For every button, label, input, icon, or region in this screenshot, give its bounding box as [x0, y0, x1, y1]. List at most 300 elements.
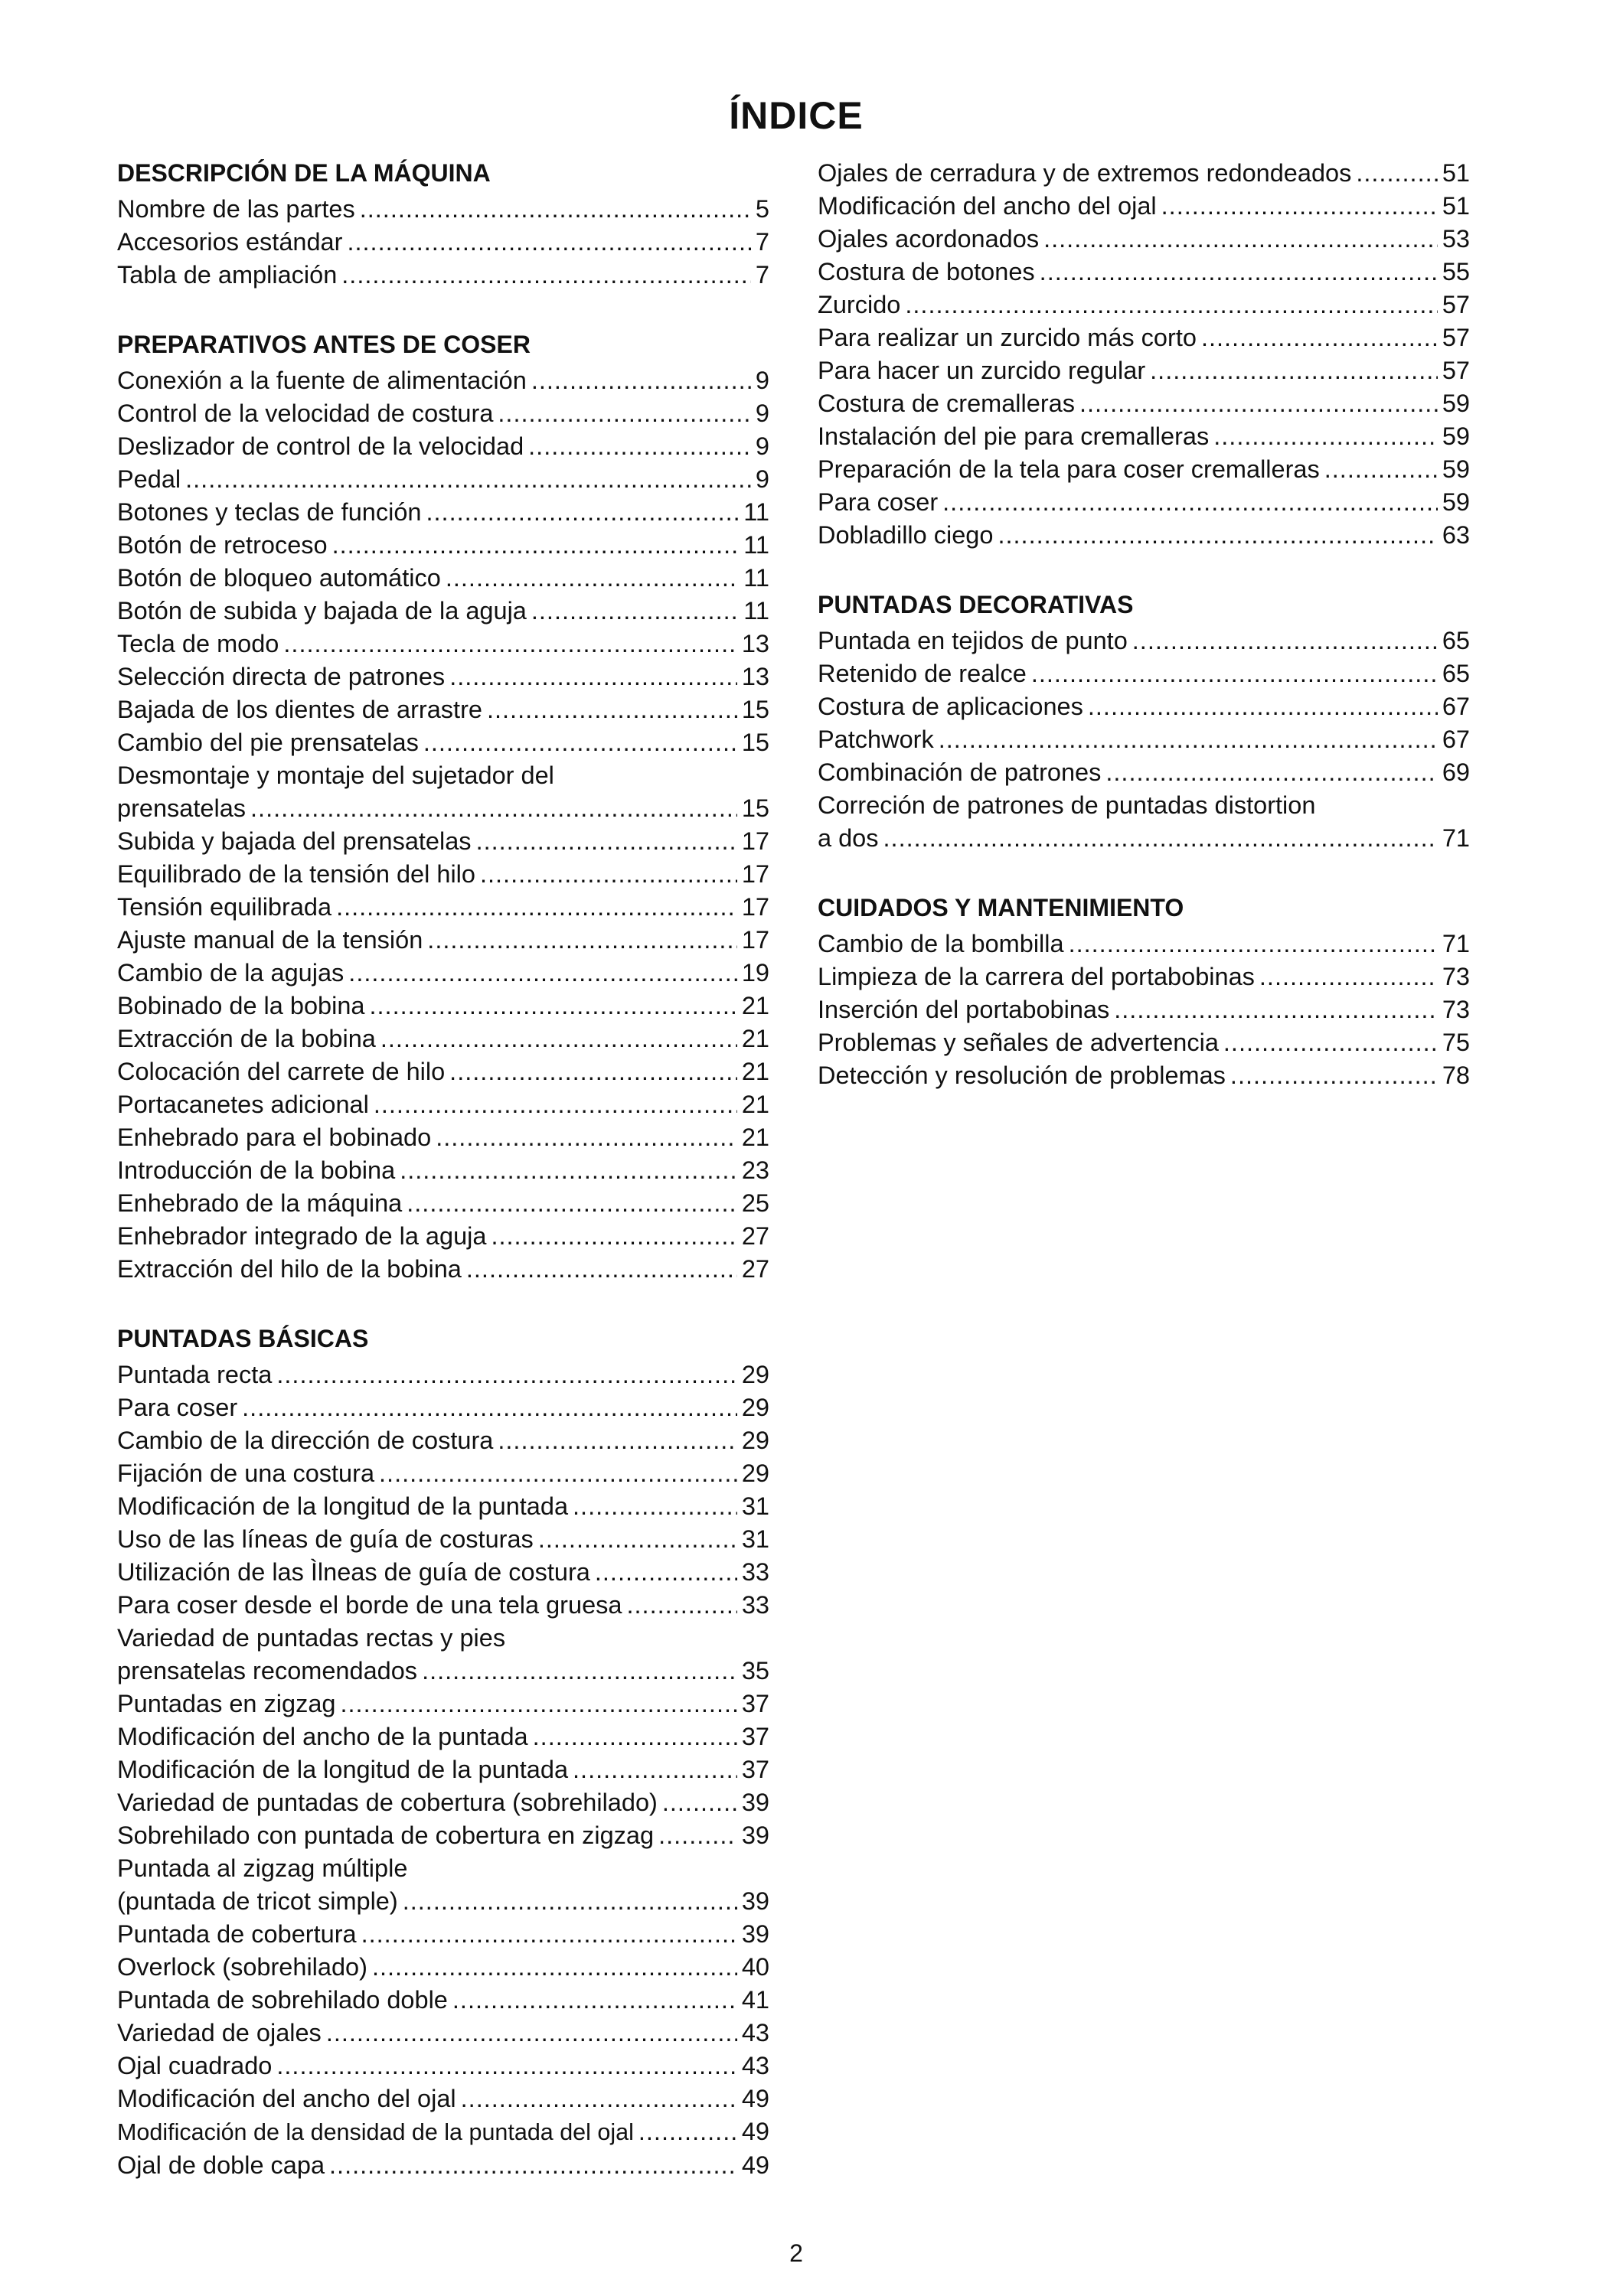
toc-entry[interactable] — [117, 1220, 769, 1253]
dot-leader — [533, 1720, 737, 1753]
toc-entry-page: 39 — [741, 1887, 769, 1915]
toc-entry[interactable] — [117, 990, 769, 1022]
toc-entry-page: 33 — [741, 1558, 769, 1586]
toc-entry[interactable] — [117, 1424, 769, 1457]
toc-entry-label-line1: Correción de patrones de puntadas distortion — [818, 791, 1316, 819]
toc-entry-page: 37 — [741, 1690, 769, 1717]
dot-leader — [372, 1951, 737, 1984]
toc-entry[interactable] — [117, 562, 769, 595]
toc-entry[interactable] — [117, 226, 769, 259]
toc-entry-page: 29 — [741, 1361, 769, 1388]
dot-leader — [1201, 321, 1438, 354]
dot-leader — [1088, 690, 1438, 723]
dot-leader — [426, 496, 739, 529]
toc-entry-label: Puntada recta — [117, 1361, 273, 1388]
toc-entry-page: 37 — [741, 1756, 769, 1783]
toc-section — [117, 157, 769, 292]
toc-entry-page: 71 — [1442, 824, 1470, 852]
toc-entry-label: Variedad de ojales — [117, 2019, 322, 2047]
toc-entry-label: Ojales de cerradura y de extremos redondeados — [818, 159, 1352, 187]
dot-leader — [449, 660, 737, 693]
toc-entry[interactable] — [117, 1490, 769, 1523]
toc-entry[interactable] — [818, 321, 1470, 354]
toc-entry-page: 7 — [755, 261, 769, 289]
toc-entry[interactable] — [117, 660, 769, 693]
toc-entry[interactable] — [117, 397, 769, 430]
toc-entry-page: 31 — [741, 1492, 769, 1520]
toc-entry-page: 23 — [741, 1156, 769, 1184]
toc-entry-label: Modificación del ancho de la puntada — [117, 1723, 528, 1750]
dot-leader — [436, 1121, 737, 1154]
toc-entry-page: 9 — [755, 432, 769, 460]
toc-entry-page: 29 — [741, 1459, 769, 1487]
toc-entry[interactable] — [117, 259, 769, 292]
toc-entry[interactable] — [117, 693, 769, 726]
toc-entry[interactable] — [117, 430, 769, 463]
toc-entry[interactable] — [117, 759, 769, 825]
toc-entry[interactable] — [117, 1154, 769, 1187]
toc-entry-label: Overlock (sobrehilado) — [117, 1953, 367, 1981]
toc-entry-page: 9 — [755, 400, 769, 427]
dot-leader — [400, 1154, 737, 1187]
toc-entry[interactable] — [818, 993, 1470, 1026]
dot-leader — [341, 259, 751, 292]
section-heading: DESCRIPCIÓN DE LA MÁQUINA — [117, 159, 491, 187]
toc-entry[interactable] — [818, 928, 1470, 960]
dot-leader — [348, 957, 737, 990]
dot-leader — [942, 486, 1438, 519]
toc-entry[interactable] — [117, 1622, 769, 1688]
toc-entry[interactable] — [117, 1121, 769, 1154]
dot-leader — [403, 1885, 737, 1918]
dot-leader — [662, 1786, 737, 1819]
toc-entry-label: (puntada de tricot simple) — [117, 1887, 398, 1915]
toc-entry-label: Selección directa de patrones — [117, 663, 446, 690]
toc-entry-label: Equilibrado de la tensión del hilo — [117, 860, 475, 888]
toc-entry[interactable] — [818, 1026, 1470, 1059]
dot-leader — [374, 1088, 737, 1121]
toc-entry-page: 57 — [1442, 324, 1470, 351]
toc-entry-label: Enhebrado para el bobinado — [117, 1124, 432, 1151]
dot-leader — [1105, 756, 1437, 789]
toc-entry-label: Costura de aplicaciones — [818, 693, 1083, 720]
toc-entry-page: 11 — [743, 531, 769, 559]
toc-entry-page: 65 — [1442, 627, 1470, 654]
toc-entry-page: 49 — [741, 2151, 769, 2179]
toc-entry-page: 7 — [755, 228, 769, 256]
toc-entry-page: 57 — [1442, 291, 1470, 318]
toc-entry-label: Patchwork — [818, 726, 934, 753]
toc-entry-label: Nombre de las partes — [117, 195, 355, 223]
section-heading: CUIDADOS Y MANTENIMIENTO — [818, 894, 1184, 921]
toc-entry-label: Tabla de ampliación — [117, 261, 338, 289]
toc-entry-label: Sobrehilado con puntada de cobertura en zigzag — [117, 1821, 655, 1849]
toc-entry-page: 73 — [1442, 996, 1470, 1023]
dot-leader — [452, 1984, 737, 2017]
toc-entry-label: Bobinado de la bobina — [117, 992, 365, 1019]
toc-entry-page: 39 — [741, 1821, 769, 1849]
toc-entry[interactable] — [818, 223, 1470, 256]
toc-entry-label: Conexión a la fuente de alimentación — [117, 367, 527, 394]
toc-entry-label: Para coser desde el borde de una tela gruesa — [117, 1591, 622, 1619]
dot-leader — [380, 1022, 737, 1055]
toc-entry[interactable] — [117, 463, 769, 496]
toc-entry-label: Enhebrador integrado de la aguja — [117, 1222, 487, 1250]
toc-entry[interactable] — [117, 924, 769, 957]
toc-entry[interactable] — [117, 1556, 769, 1589]
dot-leader — [336, 891, 737, 924]
toc-entry-page: 15 — [741, 696, 769, 723]
dot-leader — [498, 397, 751, 430]
toc-entry-page: 41 — [741, 1986, 769, 2014]
toc-entry-label: Detección y resolución de problemas — [818, 1062, 1226, 1089]
toc-entry[interactable] — [117, 2082, 769, 2115]
toc-section — [117, 328, 769, 1286]
dot-leader — [1079, 387, 1438, 420]
toc-entry[interactable] — [117, 1457, 769, 1490]
toc-entry-label: Ojal de doble capa — [117, 2151, 325, 2179]
toc-entry[interactable] — [117, 1951, 769, 1984]
toc-entry[interactable] — [117, 1391, 769, 1424]
toc-entry-label: Enhebrado de la máquina — [117, 1189, 403, 1217]
toc-entry-page: 75 — [1442, 1029, 1470, 1056]
toc-entry-label: Tensión equilibrada — [117, 893, 332, 921]
toc-entry-page: 13 — [741, 630, 769, 657]
toc-entry[interactable] — [117, 1589, 769, 1622]
toc-entry-page: 51 — [1442, 192, 1470, 220]
dot-leader — [407, 1187, 737, 1220]
dot-leader — [1043, 223, 1438, 256]
toc-entry[interactable] — [818, 190, 1470, 223]
dot-leader — [361, 1918, 737, 1951]
dot-leader — [658, 1819, 737, 1852]
toc-entry[interactable] — [117, 1720, 769, 1753]
toc-entry-page: 27 — [741, 1222, 769, 1250]
toc-entry-label: Puntadas en zigzag — [117, 1690, 336, 1717]
dot-leader — [1259, 960, 1438, 993]
toc-entry-label: Zurcido — [818, 291, 901, 318]
toc-entry-label: Extracción de la bobina — [117, 1025, 376, 1052]
dot-leader — [626, 1589, 736, 1622]
toc-entry-page: 17 — [741, 893, 769, 921]
toc-entry[interactable] — [117, 1918, 769, 1951]
toc-entry[interactable] — [818, 453, 1470, 486]
dot-leader — [491, 1220, 736, 1253]
toc-entry-label: Fijación de una costura — [117, 1459, 375, 1487]
toc-entry-label: Puntada en tejidos de punto — [818, 627, 1128, 654]
toc-entry-label: Para coser — [117, 1394, 238, 1421]
dot-leader — [1150, 354, 1438, 387]
dot-leader — [446, 562, 739, 595]
toc-entry-page: 73 — [1442, 963, 1470, 990]
dot-leader — [1324, 453, 1438, 486]
toc-entry-label: Para realizar un zurcido más corto — [818, 324, 1197, 351]
toc-entry[interactable] — [818, 960, 1470, 993]
toc-entry[interactable] — [117, 2115, 769, 2149]
toc-left-column — [117, 157, 769, 2219]
toc-entry-page: 11 — [743, 498, 769, 526]
toc-entry-page: 51 — [1442, 159, 1470, 187]
toc-entry[interactable] — [117, 2050, 769, 2082]
dot-leader — [276, 1358, 736, 1391]
toc-right-column — [818, 157, 1470, 1129]
toc-entry-label: Para coser — [818, 488, 939, 516]
toc-entry-page: 9 — [755, 465, 769, 493]
dot-leader — [466, 1253, 737, 1286]
dot-leader — [1040, 256, 1438, 289]
toc-entry[interactable] — [117, 364, 769, 397]
dot-leader — [250, 792, 737, 825]
toc-entry-page: 9 — [755, 367, 769, 394]
dot-leader — [1223, 1026, 1438, 1059]
toc-entry-label: Preparación de la tela para coser cremalleras — [818, 455, 1320, 483]
toc-entry[interactable] — [117, 858, 769, 891]
toc-entry-label: Uso de las líneas de guía de costuras — [117, 1525, 534, 1553]
toc-entry[interactable] — [818, 723, 1470, 756]
toc-entry-page: 39 — [741, 1789, 769, 1816]
toc-entry-label: a dos — [818, 824, 879, 852]
toc-entry-label: Extracción del hilo de la bobina — [117, 1255, 462, 1283]
dot-leader — [1132, 625, 1438, 657]
toc-entry-label: Modificación de la longitud de la puntada — [117, 1756, 569, 1783]
toc-entry-label: Botón de subida y bajada de la aguja — [117, 597, 527, 625]
dot-leader — [379, 1457, 737, 1490]
toc-entry-page: 29 — [741, 1427, 769, 1454]
toc-entry-page: 5 — [755, 195, 769, 223]
dot-leader — [1230, 1059, 1438, 1092]
toc-entry[interactable] — [117, 496, 769, 529]
dot-leader — [531, 595, 739, 628]
section-heading: PUNTADAS DECORATIVAS — [818, 591, 1134, 618]
toc-entry-page: 17 — [741, 926, 769, 954]
dot-leader — [998, 519, 1437, 552]
toc-entry-label: Dobladillo ciego — [818, 521, 994, 549]
toc-entry-label: Deslizador de control de la velocidad — [117, 432, 524, 460]
toc-entry[interactable] — [117, 1055, 769, 1088]
toc-entry-page: 49 — [741, 2085, 769, 2112]
toc-entry-label: Portacanetes adicional — [117, 1091, 369, 1118]
toc-entry-page: 15 — [741, 729, 769, 756]
dot-leader — [276, 2050, 736, 2082]
toc-entry-page: 67 — [1442, 693, 1470, 720]
dot-leader — [422, 1655, 737, 1688]
toc-entry-label: Botón de retroceso — [117, 531, 328, 559]
toc-entry[interactable] — [818, 256, 1470, 289]
toc-entry[interactable] — [117, 825, 769, 858]
toc-entry[interactable] — [117, 726, 769, 759]
dot-leader — [242, 1391, 737, 1424]
toc-entry[interactable] — [117, 2017, 769, 2050]
toc-entry-page: 15 — [741, 794, 769, 822]
toc-entry[interactable] — [117, 1984, 769, 2017]
toc-entry[interactable] — [818, 420, 1470, 453]
toc-entry[interactable] — [818, 157, 1470, 190]
toc-entry-label: Puntada de sobrehilado doble — [117, 1986, 448, 2014]
toc-entry-label: Ajuste manual de la tensión — [117, 926, 423, 954]
toc-entry-page: 40 — [741, 1953, 769, 1981]
toc-entry[interactable] — [117, 1688, 769, 1720]
toc-entry-label: Modificación del ancho del ojal — [117, 2085, 456, 2112]
toc-entry-label: Modificación de la longitud de la puntada — [117, 1492, 569, 1520]
toc-entry-label: prensatelas recomendados — [117, 1657, 418, 1684]
dot-leader — [1114, 993, 1438, 1026]
toc-entry[interactable] — [117, 1022, 769, 1055]
toc-entry-label: Botones y teclas de función — [117, 498, 422, 526]
toc-entry-label: Limpieza de la carrera del portabobinas — [818, 963, 1255, 990]
toc-entry[interactable] — [117, 1187, 769, 1220]
toc-entry[interactable] — [818, 387, 1470, 420]
toc-entry-label: Cambio de la bombilla — [818, 930, 1064, 957]
dot-leader — [326, 2017, 737, 2050]
toc-entry-label: Pedal — [117, 465, 181, 493]
toc-entry-label: Retenido de realce — [818, 660, 1027, 687]
toc-entry-page: 21 — [741, 1058, 769, 1085]
toc-section — [818, 892, 1470, 1092]
toc-entry-page: 71 — [1442, 930, 1470, 957]
toc-entry-page: 59 — [1442, 422, 1470, 450]
toc-entry[interactable] — [818, 625, 1470, 657]
toc-entry[interactable] — [818, 657, 1470, 690]
dot-leader — [883, 822, 1438, 855]
dot-leader — [461, 2082, 737, 2115]
dot-leader — [573, 1490, 737, 1523]
toc-entry-page: 67 — [1442, 726, 1470, 753]
toc-entry-label-line1: Puntada al zigzag múltiple — [117, 1854, 408, 1882]
dot-leader — [185, 463, 751, 496]
toc-entry-label: prensatelas — [117, 794, 247, 822]
dot-leader — [369, 990, 736, 1022]
toc-entry[interactable] — [818, 519, 1470, 552]
toc-entry-page: 21 — [741, 1025, 769, 1052]
section-heading: PUNTADAS BÁSICAS — [117, 1325, 369, 1352]
toc-entry-page: 31 — [741, 1525, 769, 1553]
toc-entry[interactable] — [117, 891, 769, 924]
toc-entry[interactable] — [818, 354, 1470, 387]
dot-leader — [449, 1055, 737, 1088]
dot-leader — [498, 1424, 736, 1457]
toc-entry-page: 59 — [1442, 488, 1470, 516]
toc-entry-label: Cambio del pie prensatelas — [117, 729, 419, 756]
toc-entry-page: 11 — [743, 564, 769, 592]
toc-entry-page: 25 — [741, 1189, 769, 1217]
toc-entry[interactable] — [117, 1523, 769, 1556]
dot-leader — [638, 2115, 737, 2148]
toc-entry-label: Ojales acordonados — [818, 225, 1040, 253]
toc-entry[interactable] — [818, 486, 1470, 519]
toc-entry-page: 33 — [741, 1591, 769, 1619]
toc-entry[interactable] — [117, 1088, 769, 1121]
dot-leader — [283, 628, 736, 660]
toc-entry-page: 43 — [741, 2052, 769, 2079]
toc-entry[interactable] — [818, 756, 1470, 789]
toc-entry-label: Ojal cuadrado — [117, 2052, 273, 2079]
toc-entry-page: 49 — [741, 2118, 769, 2145]
dot-leader — [423, 726, 737, 759]
dot-leader — [1213, 420, 1438, 453]
toc-entry[interactable] — [117, 193, 769, 226]
dot-leader — [347, 226, 750, 259]
section-heading: PREPARATIVOS ANTES DE COSER — [117, 331, 531, 358]
dot-leader — [476, 825, 737, 858]
toc-entry-page: 21 — [741, 1124, 769, 1151]
toc-entry-label: Para hacer un zurcido regular — [818, 357, 1146, 384]
toc-entry-label: Modificación de la densidad de la puntada del ojal — [117, 2119, 634, 2145]
toc-entry-label-line1: Variedad de puntadas rectas y pies — [117, 1624, 506, 1652]
toc-entry-label: Costura de botones — [818, 258, 1035, 285]
toc-entry-page: 17 — [741, 827, 769, 855]
dot-leader — [573, 1753, 737, 1786]
toc-entry-label: Instalación del pie para cremalleras — [818, 422, 1210, 450]
toc-entry[interactable] — [818, 789, 1470, 855]
toc-section — [818, 157, 1470, 552]
toc-entry-label: Subida y bajada del prensatelas — [117, 827, 472, 855]
toc-entry-label: Introducción de la bobina — [117, 1156, 396, 1184]
dot-leader — [1161, 190, 1438, 223]
page-title: ÍNDICE — [729, 94, 864, 137]
toc-entry-page: 55 — [1442, 258, 1470, 285]
toc-section — [818, 589, 1470, 855]
toc-entry-label: Botón de bloqueo automático — [117, 564, 441, 592]
toc-entry[interactable] — [117, 529, 769, 562]
toc-entry-page: 65 — [1442, 660, 1470, 687]
toc-entry-page: 59 — [1442, 390, 1470, 417]
dot-leader — [487, 693, 737, 726]
toc-entry-page: 59 — [1442, 455, 1470, 483]
toc-entry-label: Combinación de patrones — [818, 758, 1102, 786]
toc-entry-page: 21 — [741, 992, 769, 1019]
toc-entry[interactable] — [117, 957, 769, 990]
toc-entry[interactable] — [117, 1358, 769, 1391]
toc-section — [117, 1322, 769, 2182]
toc-entry-page: 27 — [741, 1255, 769, 1283]
toc-entry-label: Problemas y señales de advertencia — [818, 1029, 1219, 1056]
toc-entry[interactable] — [117, 595, 769, 628]
toc-entry-page: 19 — [741, 959, 769, 987]
toc-entry[interactable] — [818, 289, 1470, 321]
toc-entry-page: 78 — [1442, 1062, 1470, 1089]
toc-entry-label: Colocación del carrete de hilo — [117, 1058, 446, 1085]
toc-entry[interactable] — [818, 1059, 1470, 1092]
toc-entry[interactable] — [117, 1819, 769, 1852]
toc-entry-page: 63 — [1442, 521, 1470, 549]
toc-entry-page: 17 — [741, 860, 769, 888]
toc-entry-label: Control de la velocidad de costura — [117, 400, 494, 427]
toc-entry[interactable] — [117, 2149, 769, 2182]
toc-entry[interactable] — [818, 690, 1470, 723]
dot-leader — [1031, 657, 1438, 690]
toc-entry[interactable] — [117, 1786, 769, 1819]
toc-entry[interactable] — [117, 1852, 769, 1918]
toc-entry[interactable] — [117, 628, 769, 660]
toc-entry-page: 37 — [741, 1723, 769, 1750]
toc-entry-page: 39 — [741, 1920, 769, 1948]
toc-entry-page: 11 — [743, 597, 769, 625]
toc-entry-page: 57 — [1442, 357, 1470, 384]
toc-entry[interactable] — [117, 1253, 769, 1286]
dot-leader — [905, 289, 1437, 321]
toc-entry-label: Tecla de modo — [117, 630, 279, 657]
dot-leader — [341, 1688, 737, 1720]
toc-entry-page: 13 — [741, 663, 769, 690]
toc-entry-label-line1: Desmontaje y montaje del sujetador del — [117, 762, 554, 789]
dot-leader — [360, 193, 751, 226]
toc-entry-label: Variedad de puntadas de cobertura (sobrehilado) — [117, 1789, 658, 1816]
toc-entry-page: 21 — [741, 1091, 769, 1118]
dot-leader — [329, 2149, 737, 2182]
toc-entry[interactable] — [117, 1753, 769, 1786]
dot-leader — [1069, 928, 1438, 960]
toc-entry-page: 53 — [1442, 225, 1470, 253]
